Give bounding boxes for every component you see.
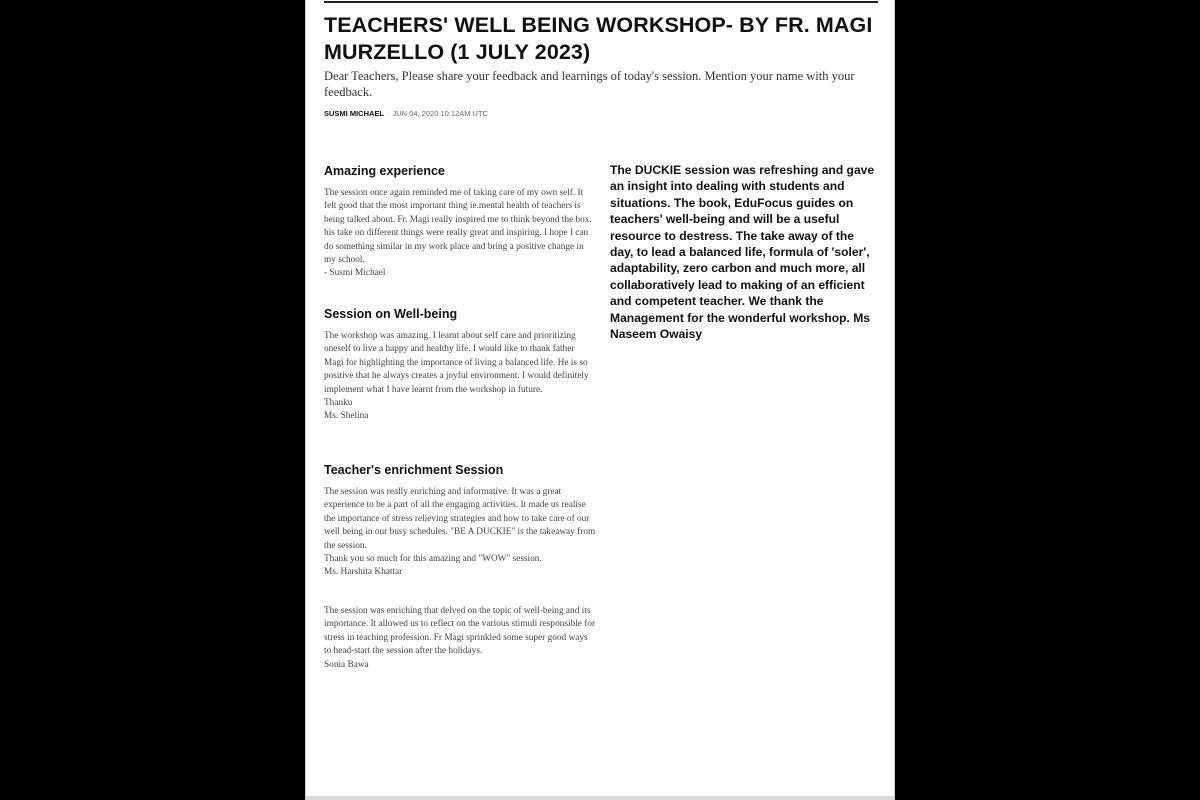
post-card-title: Session on Well-being [324,307,458,321]
byline [324,109,488,118]
post-card-text: Thank you so much for this amazing and "WOW" session. [324,554,542,565]
padlet-page [305,0,895,800]
author-name[interactable]: SUSMI MICHAEL [324,109,384,118]
post-card-body [324,187,596,281]
post-card-text: The session was enriching that delved on the topic of well-being and its importance. It allowed us to reflect on the various stimuli responsible for stress in teaching profession. Fr Magi sprinkled some super good ways to head-start the session after the holidays. [324,606,596,657]
post-card-signature: Sonia Bawa [324,659,369,670]
page-description: Dear Teachers, Please share your feedback and learnings of today's session. Mention your name with your feedback. [324,69,855,99]
byline-separator: · [387,109,390,118]
post-card-signature: - Susmi Michael [324,268,386,279]
post-card-body [324,330,596,424]
post-card-signature: Ms. Shelina [324,411,369,422]
post-card-body [324,605,596,672]
post-card[interactable] [324,163,596,281]
post-card-right[interactable]: The DUCKIE session was refreshing and gave an insight into dealing with students and situations. The book, EduFocus guides on teachers' well-being and will be a useful resource to destress. The take away of the day, to lead a balanced life, formula of 'soler', adaptability, zero carbon and much more, all collaboratively lead to making of an efficient and competent teacher. We thank the Management for the wonderful workshop. Ms Naseem Owaisy [610,163,875,342]
post-card-body [324,486,596,580]
post-card-text: The workshop was amazing. I learnt about self care and prioritizing oneself to live a happy and healthy life. I would like to thank father Magi for highlighting the importance of living a balanced life. He is so positive that he always creates a joyful environment. I would definitely implement what I have learnt from the workshop in future. [324,331,589,395]
post-card-text: Thanku [324,398,353,409]
post-date: JUN 04, 2020 10:12AM UTC [392,109,488,118]
post-card-signature: Ms. Harshita Khattar [324,567,403,578]
post-card[interactable] [324,605,596,672]
page-title: TEACHERS' WELL BEING WORKSHOP- BY FR. MAGI MURZELLO (1 JULY 2023) [324,13,873,64]
post-card[interactable] [324,306,596,424]
post-card-title: Amazing experience [324,164,445,178]
page-bottom-edge [306,796,894,800]
top-divider [324,1,878,3]
post-card-text: The session once again reminded me of taking care of my own self. It felt good that the most important thing ie.mental health of teachers is being talked about. Fr. Magi really inspired me to think beyond the box. his take on different things were really great and inspiring. I hope I can do something similar in my work place and bring a positive change in my school. [324,188,592,266]
post-card[interactable] [324,462,596,580]
post-card-title: Teacher's enrichment Session [324,463,504,477]
post-card-text: The session was really enriching and informative. It was a great experience to be a part of all the engaging activities. It made us realise the importance of stress relieving strategies and how to take care of our well being in our busy schedules. "BE A DUCKIE" is the takeaway from the session. [324,487,596,551]
